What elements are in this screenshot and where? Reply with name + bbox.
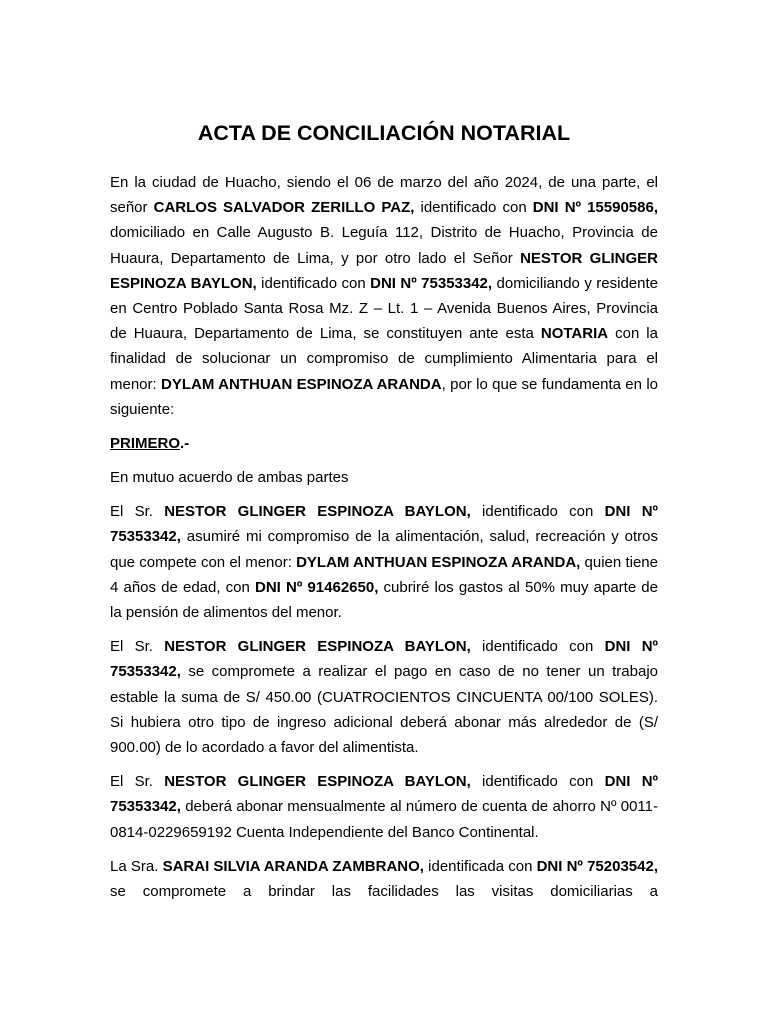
clause-4-text-2: identificada con <box>423 857 537 875</box>
clause-paragraph-3 <box>110 769 658 845</box>
clause-3-name: NESTOR GLINGER ESPINOZA BAYLON, <box>164 773 471 791</box>
intro-paragraph <box>110 170 658 422</box>
clause-1-text-3: asumiré mi compromiso de la alimentación, salud, recreación y otros que compete con el menor: <box>110 528 658 571</box>
document-page <box>110 118 658 915</box>
intro-text-1: En la ciudad de Huacho, siendo el 06 de marzo del año 2024, de una parte, el señor <box>110 174 658 217</box>
clause-paragraph-1 <box>110 499 658 625</box>
clause-1-minor-name: DYLAM ANTHUAN ESPINOZA ARANDA, <box>296 553 581 571</box>
clause-3-text-3: deberá abonar mensualmente al número de cuenta de ahorro Nº 0011-0814-0229659192 Cuenta Independiente del Banco Continental. <box>110 798 658 841</box>
intro-text-3: domiciliado en Calle Augusto B. Leguía 112, Distrito de Huacho, Provincia de Huaura, Departamento de Lima, y por otro lado el Señor <box>110 224 658 267</box>
party-1-name: CARLOS SALVADOR ZERILLO PAZ, <box>153 199 415 217</box>
clause-3-text-1: El Sr. <box>110 773 165 791</box>
party-1-dni: DNI Nº 15590586, <box>532 199 659 217</box>
clause-3-dni: DNI Nº 75353342, <box>110 773 659 816</box>
party-2-dni: DNI Nº 75353342, <box>370 274 493 292</box>
clause-4-dni: DNI Nº 75203542, <box>536 857 658 875</box>
intro-text-4: identificado con <box>256 274 371 292</box>
document-title: ACTA DE CONCILIACIÓN NOTARIAL <box>197 121 571 145</box>
clause-4-name: SARAI SILVIA ARANDA ZAMBRANO, <box>162 857 424 875</box>
intro-text-7: , por lo que se fundamenta en lo siguiente: <box>110 375 659 418</box>
clause-1-text-2: identificado con <box>470 503 605 521</box>
clause-2-text-3: se compromete a realizar el pago en caso de no tener un trabajo estable la suma de S/ 450.00 (CUATROCIENTOS CINCUENTA 00/100 SOLES). Si hubiera otro tipo de ingreso adicional deberá abonar más alrededor de (S/ 900.00) de lo acordado a favor del alimentista. <box>110 663 658 757</box>
clause-1-name: NESTOR GLINGER ESPINOZA BAYLON, <box>164 503 471 521</box>
section-heading-label: PRIMERO <box>110 435 181 453</box>
clause-2-text-2: identificado con <box>470 638 605 656</box>
clause-1-minor-dni: DNI Nº 91462650, <box>255 578 379 596</box>
intro-text-2: identificado con <box>414 199 533 217</box>
clause-2-dni: DNI Nº 75353342, <box>110 638 659 681</box>
clause-1-text-4: quien tiene 4 años de edad, con <box>110 553 658 596</box>
clause-1-text-1: El Sr. <box>110 503 165 521</box>
clause-paragraph-2 <box>110 634 658 760</box>
mutual-agreement-text: En mutuo acuerdo de ambas partes <box>110 469 349 487</box>
section-heading <box>110 431 658 456</box>
clause-4-text-1: La Sra. <box>110 857 163 875</box>
clause-1-dni: DNI Nº 75353342, <box>110 503 659 546</box>
party-2-name: NESTOR GLINGER ESPINOZA BAYLON, <box>110 249 658 292</box>
notary-label: NOTARIA <box>540 325 609 343</box>
clause-2-name: NESTOR GLINGER ESPINOZA BAYLON, <box>164 638 471 656</box>
intro-text-6: con la finalidad de solucionar un compromiso de cumplimiento Alimentaria para el menor: <box>110 325 658 393</box>
minor-name: DYLAM ANTHUAN ESPINOZA ARANDA <box>161 375 442 393</box>
section-heading-suffix: .- <box>180 435 190 453</box>
clause-1-text-5: cubriré los gastos al 50% muy aparte de la pensión de alimentos del menor. <box>110 578 658 622</box>
clause-paragraph-4 <box>110 854 658 906</box>
clause-4-text-3: se compromete a brindar las facilidades las visitas domiciliarias a <box>110 883 658 901</box>
intro-text-5: domiciliando y residente en Centro Poblado Santa Rosa Mz. Z – Lt. 1 – Avenida Buenos Aires, Provincia de Huaura, Departamento de Lima, se constituyen ante esta <box>110 274 659 343</box>
clause-2-text-1: El Sr. <box>110 638 165 656</box>
clause-3-text-2: identificado con <box>470 773 605 791</box>
